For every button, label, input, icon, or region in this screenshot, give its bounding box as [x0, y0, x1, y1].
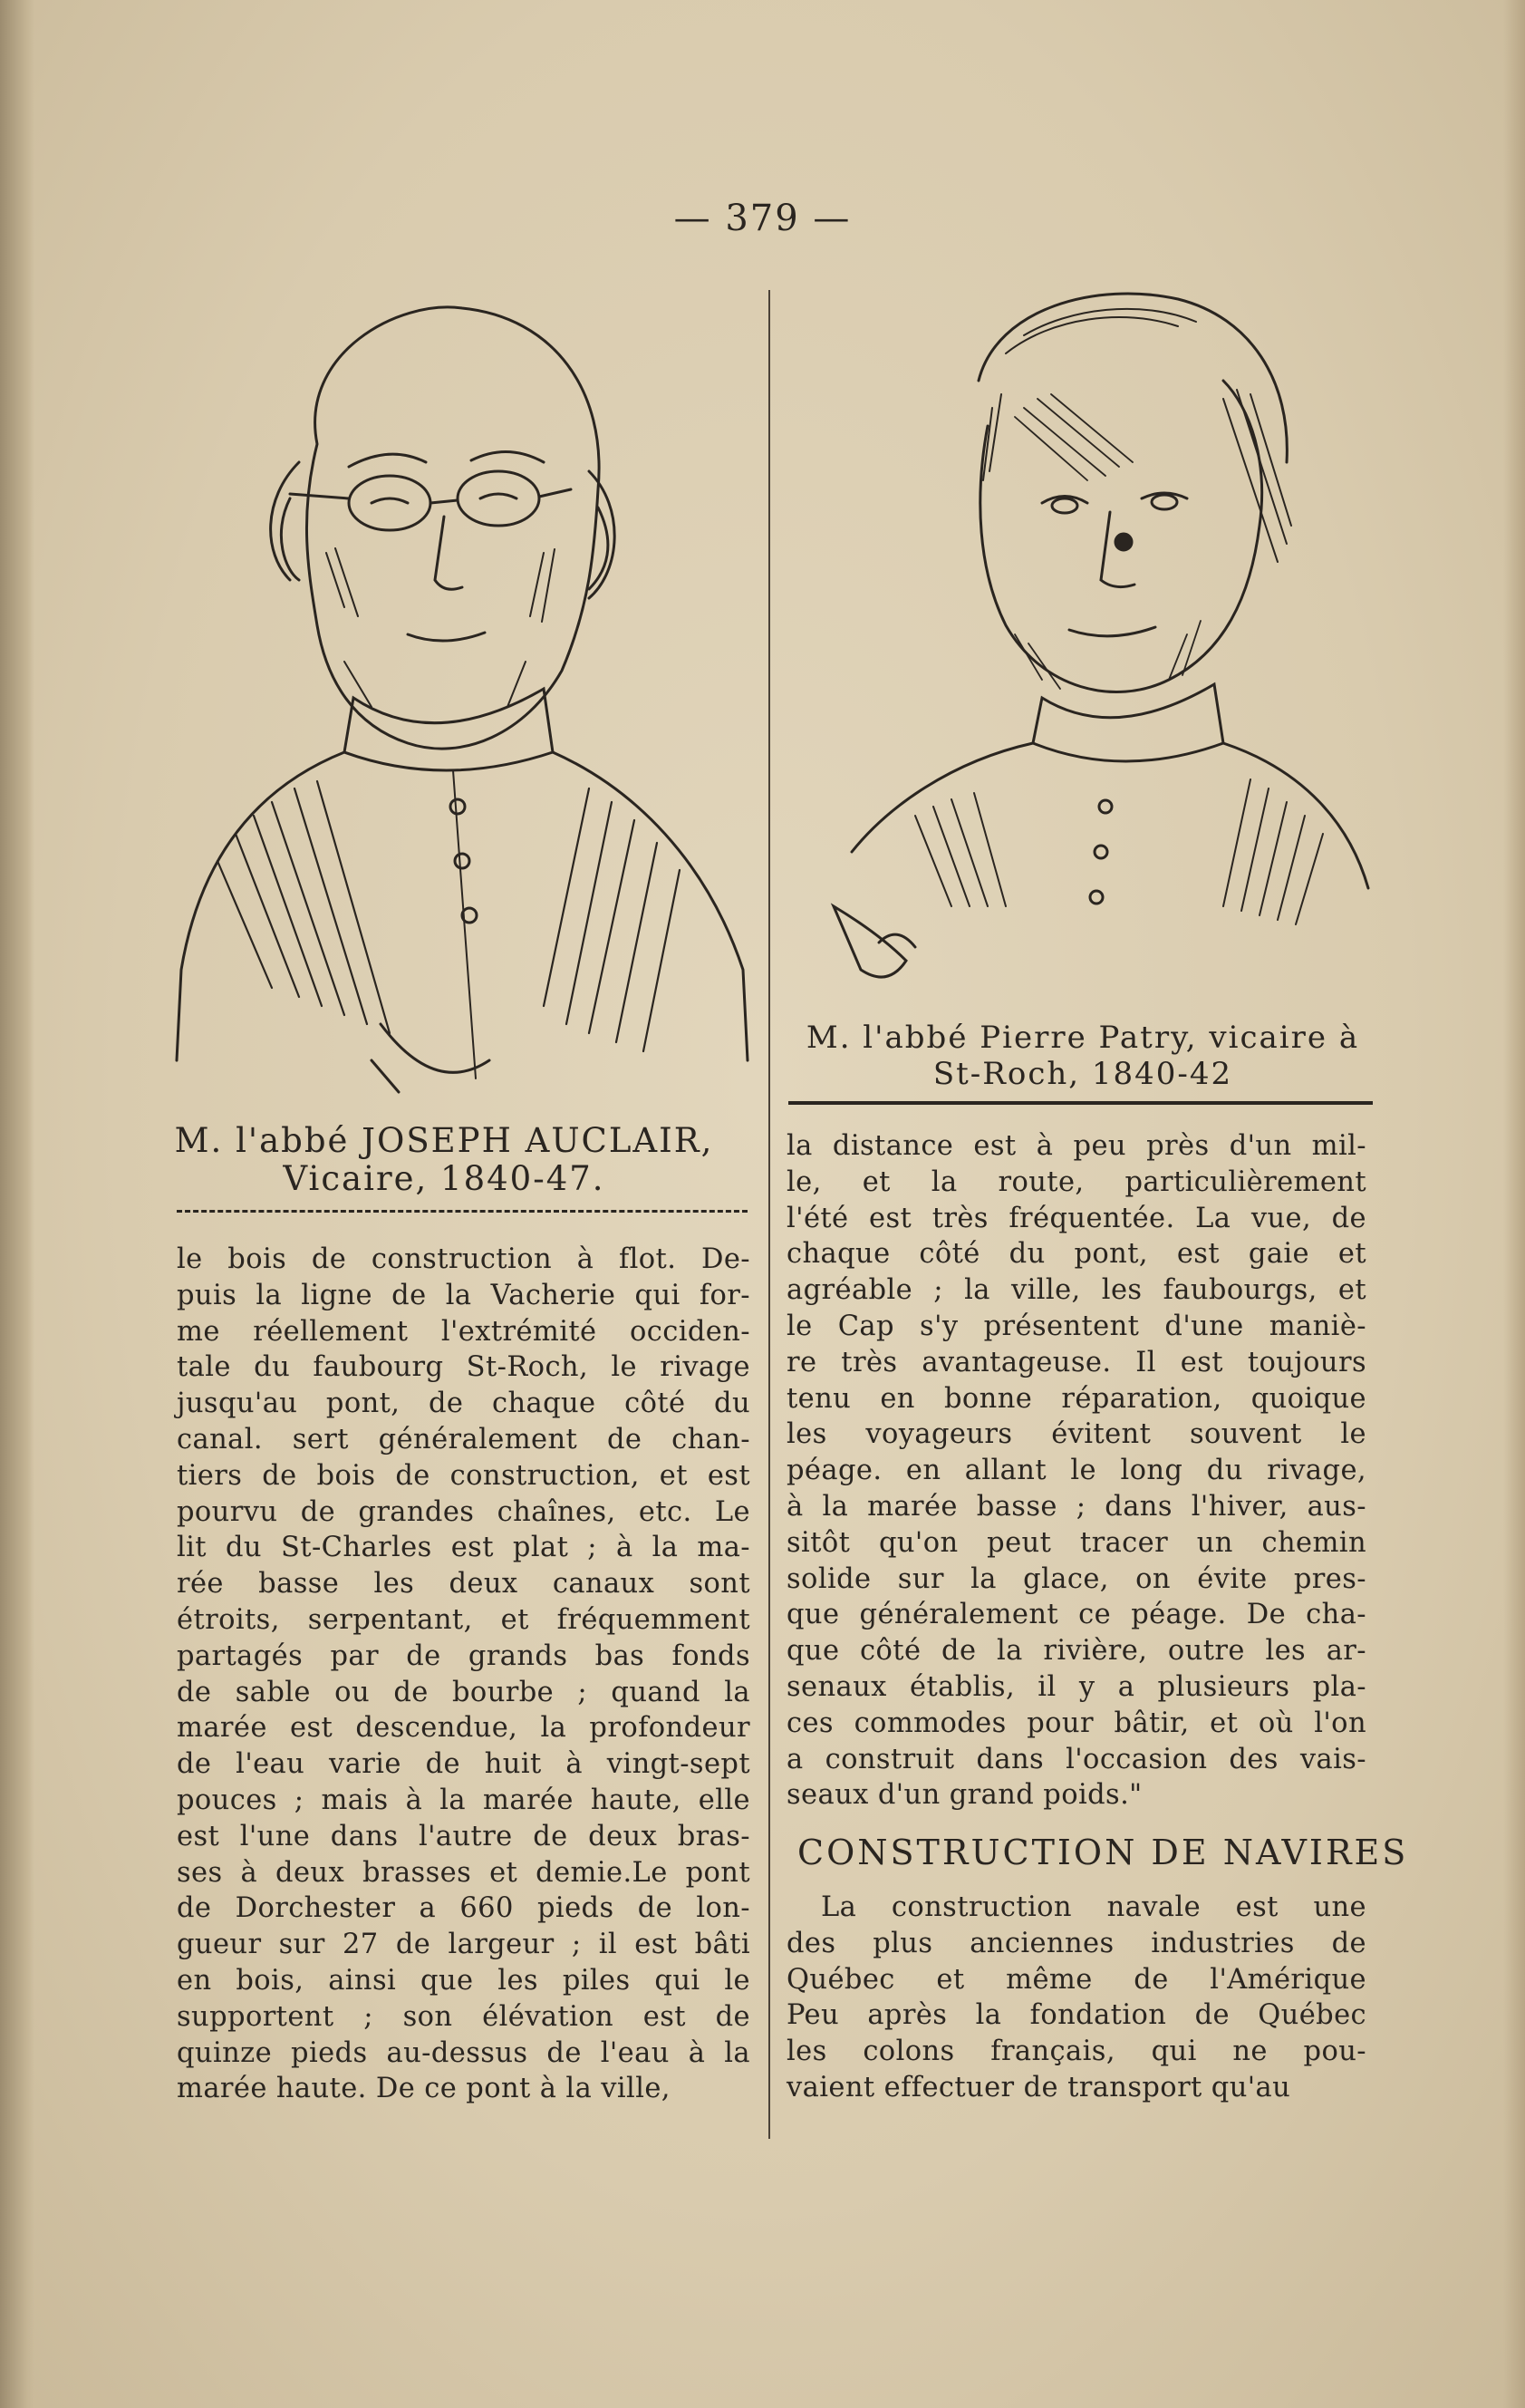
text-line: me réellement l'extrémité occiden- — [177, 1315, 750, 1348]
text-line: que généralement ce péage. De cha- — [787, 1599, 1366, 1631]
left-caption-line-2: Vicaire, 1840-47. — [283, 1159, 605, 1198]
right-caption-rule — [788, 1101, 1373, 1105]
text-line: des plus anciennes industries de — [787, 1927, 1366, 1959]
text-line: chaque côté du pont, est gaie et — [787, 1238, 1366, 1271]
text-line: le, et la route, particulièrement — [787, 1165, 1366, 1198]
portrait-pierre-patry — [797, 272, 1377, 997]
text-line: tenu en bonne réparation, quoique — [787, 1382, 1366, 1415]
section-heading: CONSTRUCTION DE NAVIRES — [797, 1833, 1409, 1872]
text-line: pourvu de grandes chaînes, etc. Le — [177, 1495, 750, 1528]
text-line: tale du faubourg St-Roch, le rivage — [177, 1351, 750, 1384]
left-text-column — [177, 1242, 750, 2107]
text-line: de l'eau varie de huit à vingt-sept — [177, 1748, 750, 1781]
text-line: quinze pieds au-dessus de l'eau à la — [177, 2036, 750, 2069]
text-line: seaux d'un grand poids." — [787, 1779, 1143, 1812]
binding-gutter — [0, 0, 34, 2408]
column-divider — [768, 290, 770, 2139]
text-line: que côté de la rivière, outre les ar- — [787, 1635, 1366, 1668]
text-line: rée basse les deux canaux sont — [177, 1568, 750, 1600]
text-line: agréable ; la ville, les faubourgs, et — [787, 1274, 1366, 1307]
page-number: — 379 — — [673, 198, 852, 239]
text-line: vaient effectuer de transport qu'au — [787, 2071, 1291, 2103]
text-line: étroits, serpentant, et fréquemment — [177, 1603, 750, 1636]
right-caption-line-1: M. l'abbé Pierre Patry, vicaire à — [806, 1020, 1360, 1056]
text-line: péage. en allant le long du rivage, — [787, 1455, 1366, 1487]
text-line: à la marée basse ; dans l'hiver, aus- — [787, 1490, 1366, 1523]
text-line: de sable ou de bourbe ; quand la — [177, 1676, 750, 1708]
page-edge — [1503, 0, 1525, 2408]
text-line: canal. sert généralement de chan- — [177, 1423, 750, 1455]
text-line: les colons français, qui ne pou- — [787, 2036, 1366, 2068]
right-text-column — [787, 1128, 1366, 1813]
text-line: marée est descendue, la profondeur — [177, 1712, 750, 1745]
right-caption-line-2: St-Roch, 1840-42 — [932, 1056, 1233, 1092]
left-caption-line-1: M. l'abbé JOSEPH AUCLAIR, — [174, 1121, 714, 1160]
text-line: gueur sur 27 de largeur ; il est bâti — [177, 1929, 750, 1961]
text-line: partagés par de grands bas fonds — [177, 1639, 750, 1672]
text-line: senaux établis, il y a plusieurs pla- — [787, 1670, 1366, 1703]
text-line: lit du St-Charles est plat ; à la ma- — [177, 1532, 750, 1564]
text-line: la distance est à peu près d'un mil- — [787, 1130, 1366, 1162]
text-line: La construction navale est une — [821, 1891, 1366, 1923]
text-line: Peu après la fondation de Québec — [787, 1999, 1366, 2032]
portrait-joseph-auclair — [163, 281, 752, 1106]
text-line: est l'une dans l'autre de deux bras- — [177, 1820, 750, 1852]
text-line: de Dorchester a 660 pieds de lon- — [177, 1892, 750, 1925]
text-line: le bois de construction à flot. De- — [177, 1243, 750, 1275]
text-line: Québec et même de l'Amérique — [787, 1963, 1366, 1996]
text-line: supportent ; son élévation est de — [177, 2000, 750, 2033]
text-line: les voyageurs évitent souvent le — [787, 1418, 1366, 1451]
right-text-column-2 — [787, 1890, 1366, 2106]
text-line: puis la ligne de la Vacherie qui for- — [177, 1279, 750, 1311]
text-line: ces commodes pour bâtir, et où l'on — [787, 1707, 1366, 1739]
text-line: a construit dans l'occasion des vais- — [787, 1743, 1366, 1775]
text-line: l'été est très fréquentée. La vue, de — [787, 1202, 1366, 1234]
text-line: tiers de bois de construction, et est — [177, 1459, 750, 1492]
text-line: jusqu'au pont, de chaque côté du — [177, 1388, 750, 1420]
text-line: re très avantageuse. Il est toujours — [787, 1346, 1366, 1378]
text-line: le Cap s'y présentent d'une maniè- — [787, 1310, 1366, 1342]
left-caption-rule — [177, 1210, 748, 1213]
text-line: marée haute. De ce pont à la ville, — [177, 2073, 671, 2105]
text-line: pouces ; mais à la marée haute, elle — [177, 1784, 750, 1816]
text-line: solide sur la glace, on évite pres- — [787, 1562, 1366, 1595]
text-line: en bois, ainsi que les piles qui le — [177, 1964, 750, 1997]
right-portrait-caption — [788, 1020, 1377, 1092]
left-portrait-caption — [136, 1122, 752, 1198]
text-line: ses à deux brasses et demie.Le pont — [177, 1856, 750, 1889]
text-line: sitôt qu'on peut tracer un chemin — [787, 1526, 1366, 1559]
